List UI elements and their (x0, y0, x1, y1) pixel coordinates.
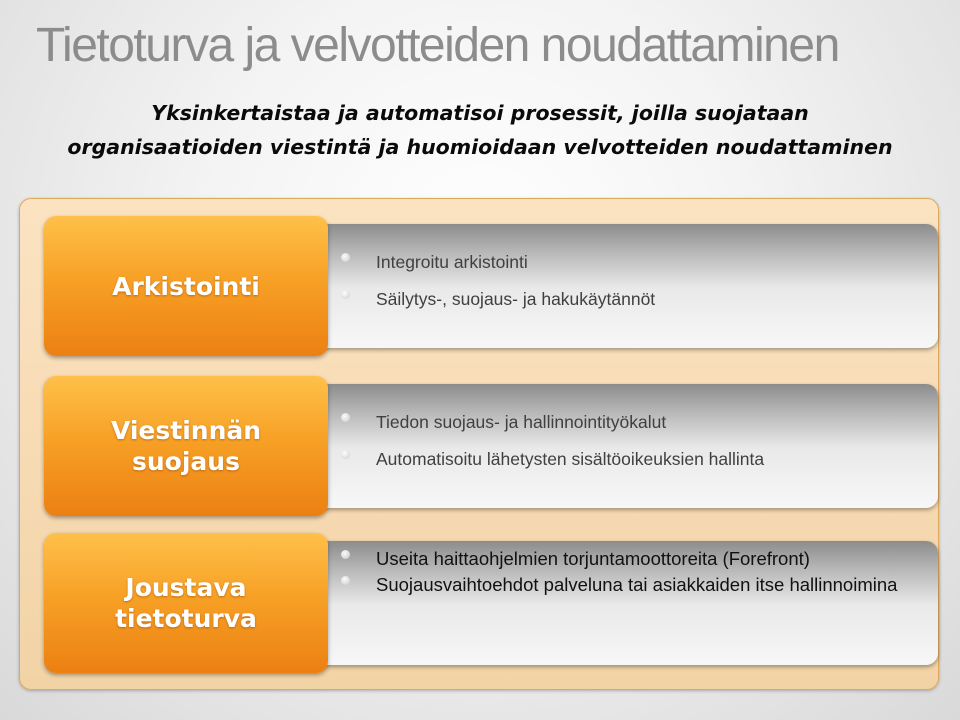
slide-subtitle (0, 96, 960, 164)
bullet-text: Automatisoitu lähetysten sisältöoikeuksien hallinta (376, 449, 765, 469)
bullet-text: Säilytys-, suojaus- ja hakukäytännöt (376, 289, 656, 309)
bullet-panel (312, 384, 938, 508)
bullet-text: Integroitu arkistointi (376, 252, 528, 272)
bullet-item (376, 549, 932, 569)
bullet-list (376, 252, 932, 326)
category-label: Viestinnän suojaus (110, 416, 262, 476)
bullet-panel (312, 541, 938, 665)
row-arkistointi (44, 216, 938, 356)
category-label: Joustava tietoturva (115, 573, 257, 633)
bullet-item (376, 575, 932, 595)
bullet-text: Useita haittaohjelmien torjuntamoottoreita (Forefront) (376, 548, 810, 569)
bullet-list (376, 412, 932, 486)
bullet-item (376, 449, 932, 469)
bullet-dot-icon (341, 450, 350, 459)
bullet-list (376, 549, 932, 601)
category-label: Arkistointi (112, 271, 260, 301)
bullet-dot-icon (341, 576, 350, 585)
subtitle-line-2: organisaatioiden viestintä ja huomioidaan velvotteiden noudattaminen (67, 135, 893, 159)
category-box (44, 533, 328, 673)
bullet-panel (312, 224, 938, 348)
subtitle-line-1: Yksinkertaistaa ja automatisoi prosessit, joilla suojataan (151, 101, 809, 125)
category-box (44, 376, 328, 516)
bullet-dot-icon (341, 290, 350, 299)
category-box (44, 216, 328, 356)
bullet-dot-icon (341, 413, 350, 422)
bullet-dot-icon (341, 253, 350, 262)
bullet-text: Tiedon suojaus- ja hallinnointityökalut (376, 412, 667, 432)
bullet-item (376, 289, 932, 309)
row-viestinnan-suojaus (44, 376, 938, 516)
bullet-item (376, 252, 932, 272)
row-joustava-tietoturva (44, 533, 938, 673)
bullet-text: Suojausvaihtoehdot palveluna tai asiakkaiden itse hallinnoimina (376, 574, 898, 595)
bullet-dot-icon (341, 550, 350, 559)
slide-title: Tietoturva ja velvotteiden noudattaminen (36, 19, 839, 72)
bullet-item (376, 412, 932, 432)
